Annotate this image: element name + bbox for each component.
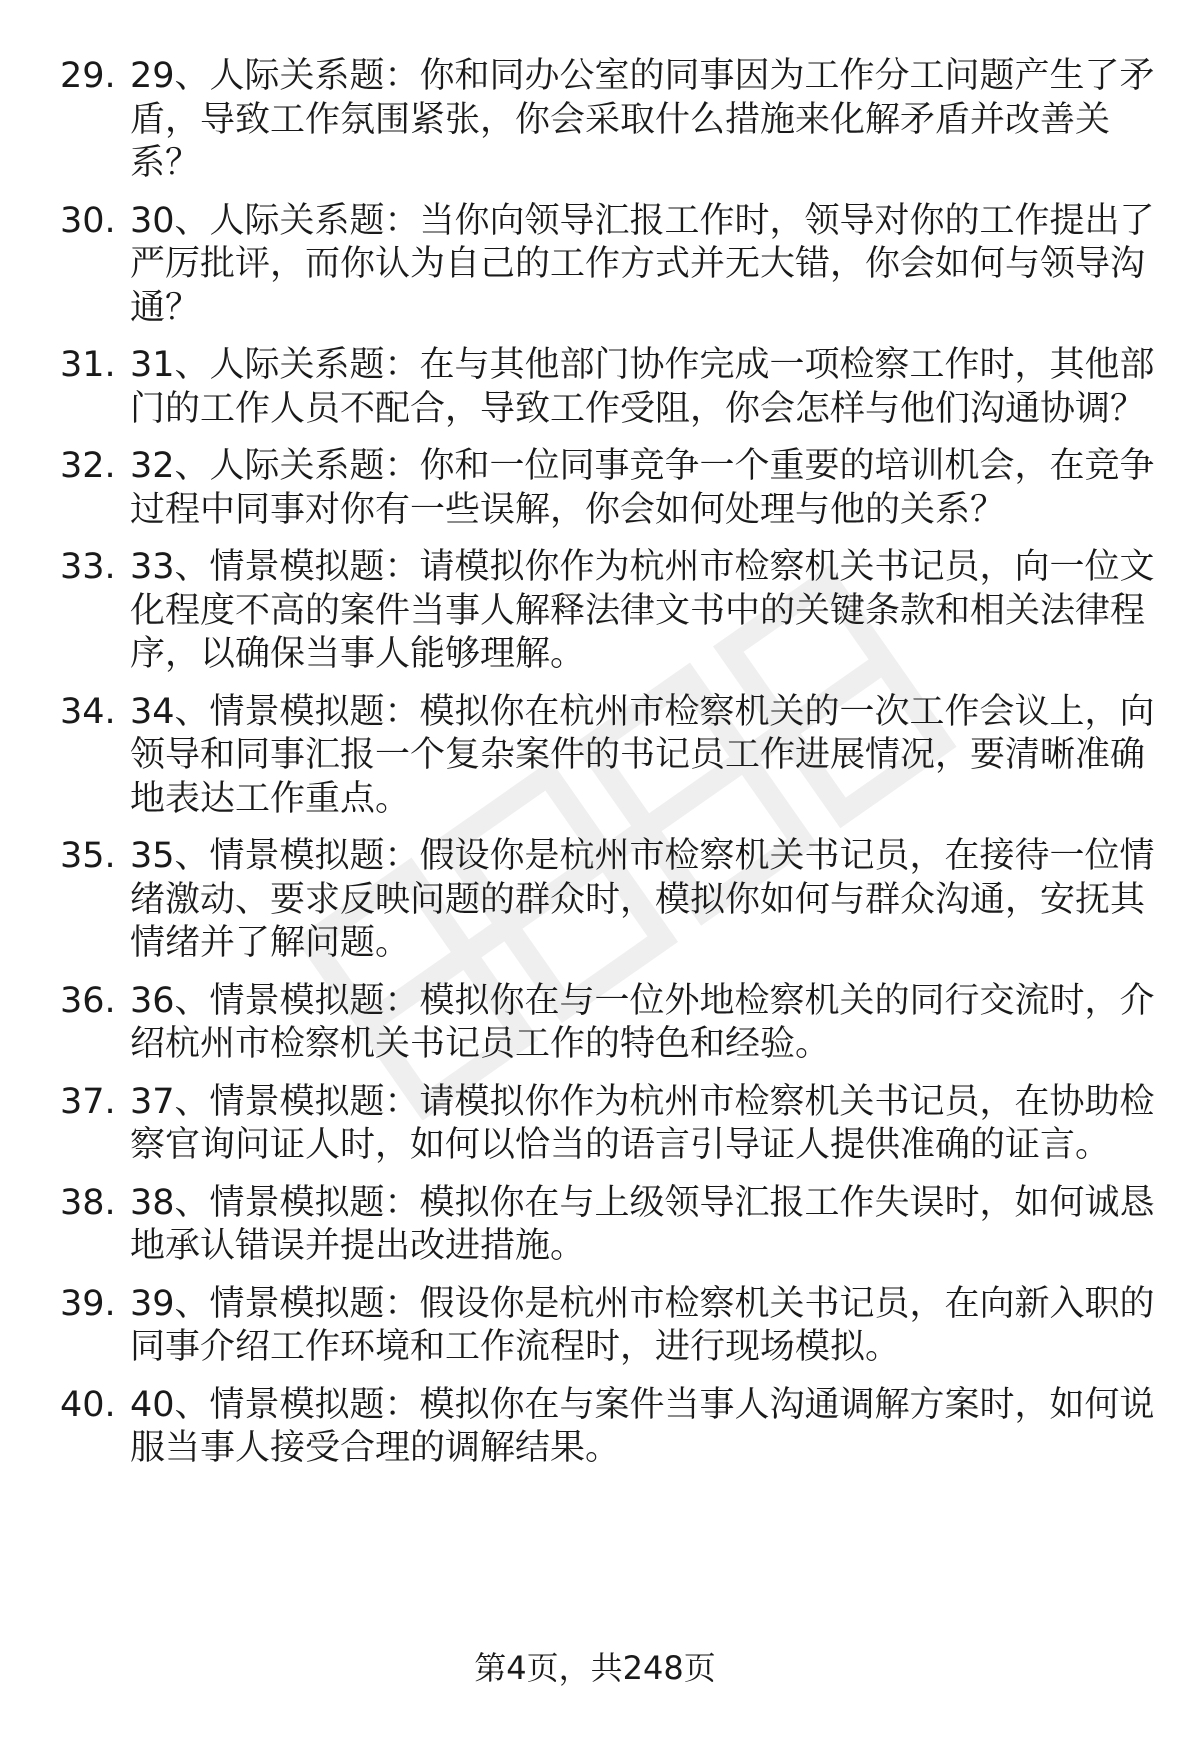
question-list <box>60 55 1155 1485</box>
page-footer: 第4页，共248页 <box>474 1649 716 1687</box>
question-number: 39. <box>60 1283 116 1324</box>
question-text: 32、人际关系题：你和一位同事竞争一个重要的培训机会，在竞争过程中同事对你有一些误解，你会如何处理与他的关系？ <box>130 446 1155 530</box>
question-number: 37. <box>60 1081 116 1122</box>
list-item <box>60 55 1155 186</box>
question-text: 31、人际关系题：在与其他部门协作完成一项检察工作时，其他部门的工作人员不配合，导致工作受阻，你会怎样与他们沟通协调？ <box>130 345 1155 429</box>
question-text: 40、情景模拟题：模拟你在与案件当事人沟通调解方案时，如何说服当事人接受合理的调解结果。 <box>130 1384 1155 1468</box>
list-item <box>60 835 1155 966</box>
question-number: 29. <box>60 56 116 96</box>
question-text: 30、人际关系题：当你向领导汇报工作时，领导对你的工作提出了严厉批评，而你认为自己的工作方式并无大错，你会如何与领导沟通？ <box>130 200 1155 328</box>
list-item <box>60 691 1155 822</box>
question-text: 39、情景模拟题：假设你是杭州市检察机关书记员，在向新入职的同事介绍工作环境和工作流程时，进行现场模拟。 <box>130 1283 1155 1367</box>
list-item <box>60 1384 1155 1471</box>
question-number: 32. <box>60 446 116 486</box>
list-item <box>60 1182 1155 1269</box>
question-number: 35. <box>60 836 116 876</box>
question-text: 35、情景模拟题：假设你是杭州市检察机关书记员，在接待一位情绪激动、要求反映问题的群众时，模拟你如何与群众沟通，安抚其情绪并了解问题。 <box>130 836 1155 963</box>
list-item <box>60 546 1155 677</box>
list-item <box>60 1081 1155 1168</box>
question-text: 37、情景模拟题：请模拟你作为杭州市检察机关书记员，在协助检察官询问证人时，如何以恰当的语言引导证人提供准确的证言。 <box>130 1081 1155 1165</box>
question-number: 36. <box>60 980 116 1021</box>
question-number: 38. <box>60 1182 116 1223</box>
question-text: 34、情景模拟题：模拟你在杭州市检察机关的一次工作会议上，向领导和同事汇报一个复杂案件的书记员工作进展情况，要清晰准确地表达工作重点。 <box>130 691 1155 819</box>
question-number: 33. <box>60 547 116 587</box>
question-number: 31. <box>60 345 116 385</box>
question-text: 38、情景模拟题：模拟你在与上级领导汇报工作失误时，如何诚恳地承认错误并提出改进措施。 <box>130 1182 1155 1266</box>
list-item <box>60 445 1155 532</box>
question-text: 36、情景模拟题：模拟你在与一位外地检察机关的同行交流时，介绍杭州市检察机关书记员工作的特色和经验。 <box>130 980 1155 1064</box>
list-item <box>60 200 1155 331</box>
question-number: 34. <box>60 691 116 732</box>
list-item <box>60 980 1155 1067</box>
list-item <box>60 1283 1155 1370</box>
question-text: 33、情景模拟题：请模拟你作为杭州市检察机关书记员，向一位文化程度不高的案件当事人解释法律文书中的关键条款和相关法律程序，以确保当事人能够理解。 <box>130 547 1155 674</box>
list-item <box>60 344 1155 431</box>
question-text: 29、人际关系题：你和同办公室的同事因为工作分工问题产生了矛盾，导致工作氛围紧张，你会采取什么措施来化解矛盾并改善关系？ <box>130 56 1155 183</box>
question-number: 40. <box>60 1384 116 1425</box>
question-number: 30. <box>60 200 116 241</box>
